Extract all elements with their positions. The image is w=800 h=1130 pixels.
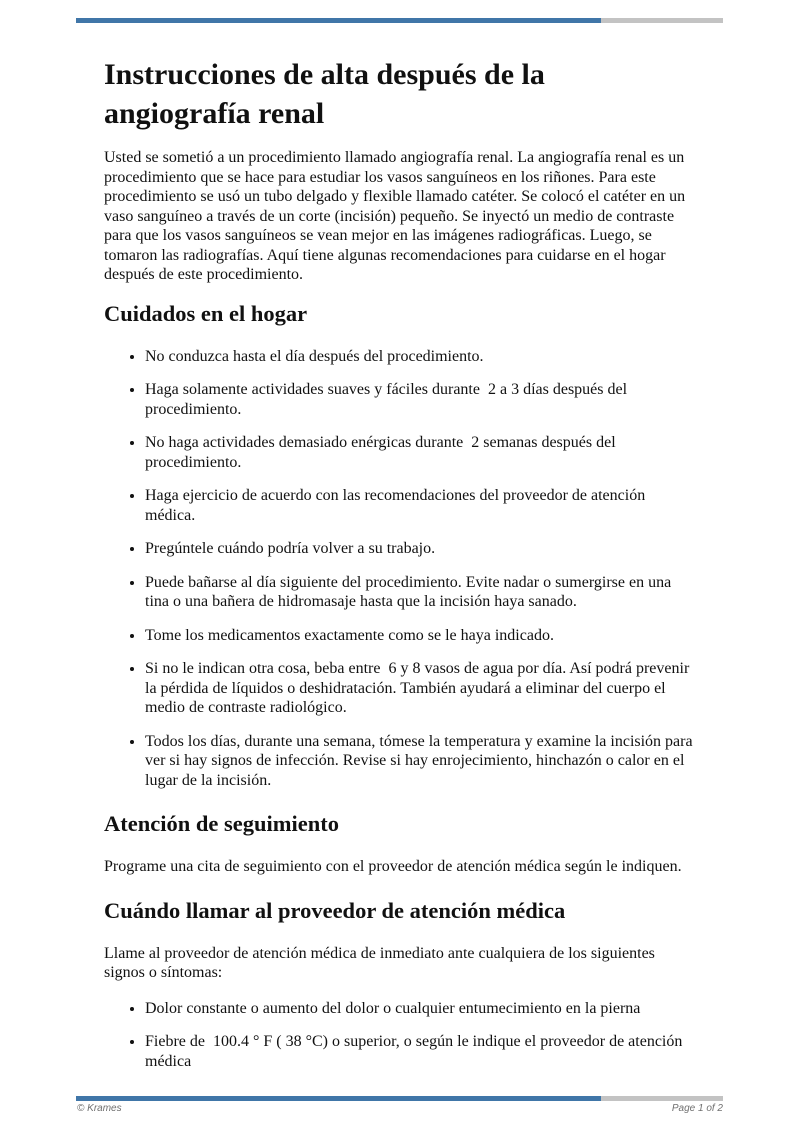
section-heading-when-to-call: Cuándo llamar al proveedor de atención médica — [104, 897, 566, 923]
list-item: • Fiebre de 100.4 ° F ( 38 °C) o superior, o según le indique el proveedor de atención médica — [145, 1032, 696, 1071]
list-item: • No conduzca hasta el día después del procedimiento. — [145, 347, 696, 367]
footer-rule — [76, 1096, 723, 1101]
section-heading-home-care: Cuidados en el hogar — [104, 300, 308, 326]
follow-up-paragraph: Programe una cita de seguimiento con el proveedor de atención médica según le indiquen. — [104, 858, 682, 875]
list-item: • Todos los días, durante una semana, tómese la temperatura y examine la incisión para ver si hay signos de infección. Revise si hay enrojecimiento, hinchazón o calor en el lugar de la incisión. — [145, 732, 696, 791]
list-item: • No haga actividades demasiado enérgicas durante 2 semanas después del procedimiento. — [145, 433, 696, 472]
header-rule-blue-segment — [76, 18, 601, 23]
intro-paragraph: Usted se sometió a un procedimiento llamado angiografía renal. La angiografía renal es un procedimiento que se hace para estudiar los vasos sanguíneos en los riñones. Para este procedimiento se usó un tubo delgado y flexible llamado catéter. Se colocó el catéter en un vaso sanguíneo a través de un corte (incisión) pequeño. Se inyectó un medio de contraste para que los vasos sanguíneos se vean mejor en las imágenes radiográficas. Luego, se tomaron las radiografías. Aquí tiene algunas recomendaciones para cuidarse en el hogar después de este procedimiento. — [104, 149, 690, 283]
list-item: • Haga ejercicio de acuerdo con las recomendaciones del proveedor de atención médica. — [145, 486, 696, 525]
page-title: Instrucciones de alta después de la angiografía renal — [104, 58, 545, 130]
list-item: • Si no le indican otra cosa, beba entre 6 y 8 vasos de agua por día. Así podrá prevenir la pérdida de líquidos o deshidratación. También ayudará a eliminar del cuerpo el medio de contraste radiológico. — [145, 659, 696, 718]
list-item: • Dolor constante o aumento del dolor o cualquier entumecimiento en la pierna — [145, 999, 696, 1019]
when-to-call-bullet-list — [104, 999, 696, 1072]
footer-page-number: Page 1 of 2 — [671, 1103, 723, 1114]
list-item: • Pregúntele cuándo podría volver a su trabajo. — [145, 539, 696, 559]
list-item: • Puede bañarse al día siguiente del procedimiento. Evite nadar o sumergirse en una tina o una bañera de hidromasaje hasta que la incisión haya sanado. — [145, 573, 696, 612]
list-item: • Haga solamente actividades suaves y fáciles durante 2 a 3 días después del procedimiento. — [145, 380, 696, 419]
page-footer — [77, 1103, 723, 1115]
when-to-call-paragraph: Llame al proveedor de atención médica de inmediato ante cualquiera de los siguientes signos o síntomas: — [104, 944, 659, 981]
document-body — [104, 55, 696, 1071]
header-rule — [76, 18, 723, 23]
section-heading-follow-up: Atención de seguimiento — [104, 811, 339, 836]
footer-rule-gray-segment — [601, 1096, 723, 1101]
footer-copyright: © Krames — [77, 1103, 122, 1114]
footer-rule-blue-segment — [76, 1096, 601, 1101]
header-rule-gray-segment — [601, 18, 723, 23]
list-item: • Tome los medicamentos exactamente como se le haya indicado. — [145, 626, 696, 646]
home-care-bullet-list — [104, 347, 696, 791]
